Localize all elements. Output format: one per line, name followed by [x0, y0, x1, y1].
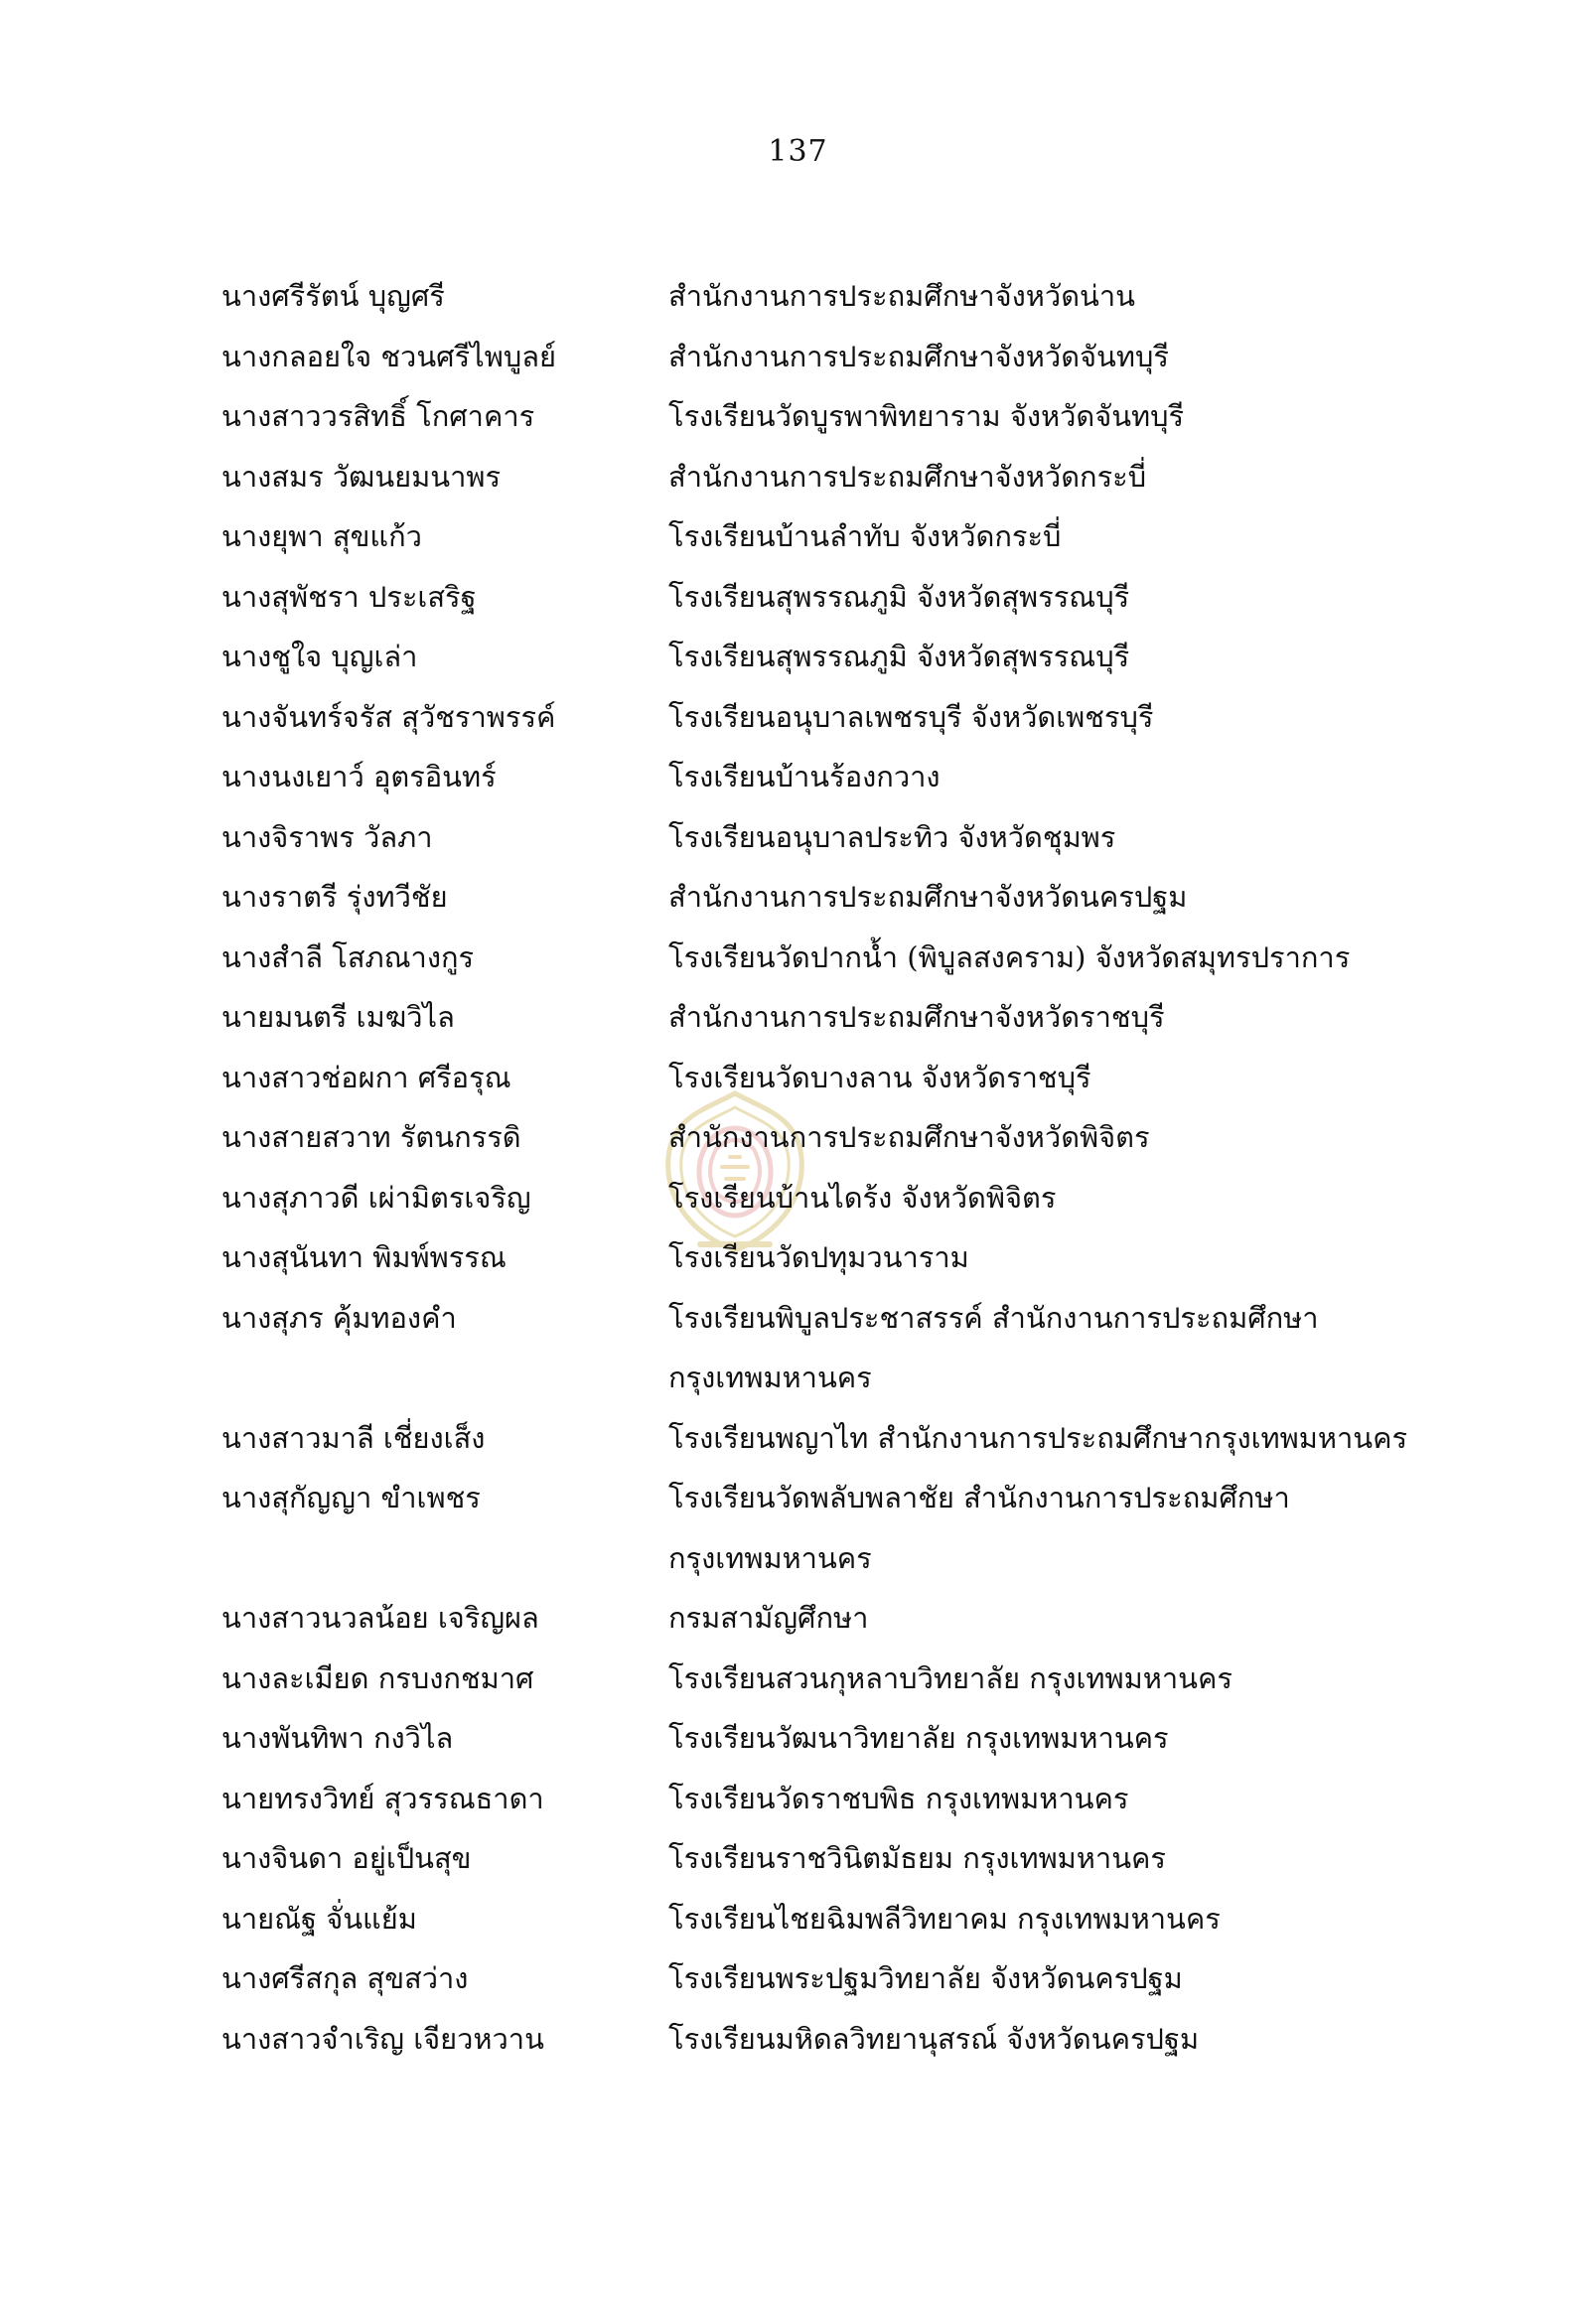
organization: [668, 1168, 1443, 1228]
organization-line: กรุงเทพมหานคร: [668, 1540, 872, 1575]
person-name: นางนงเยาว์ อุตรอินทร์: [221, 760, 497, 793]
person-name: นางศรีรัตน์ บุญศรี: [221, 279, 445, 313]
organization-line: สำนักงานการประถมศึกษาจังหวัดพิจิตร: [668, 1120, 1150, 1154]
organization-line: โรงเรียนวัดพลับพลาชัย สำนักงานการประถมศึกษา: [668, 1481, 1290, 1514]
list-item: [221, 1769, 1443, 1829]
organization-line: สำนักงานการประถมศึกษาจังหวัดราชบุรี: [668, 1000, 1165, 1034]
person-name: นายมนตรี เมฆวิไล: [221, 1000, 455, 1034]
organization: [668, 1227, 1443, 1288]
organization: [668, 327, 1443, 387]
organization: [668, 1889, 1443, 1949]
organization: [668, 1048, 1443, 1108]
person-name: นางละเมียด กรบงกชมาศ: [221, 1660, 534, 1695]
person-name: นางสาวนวลน้อย เจริญผล: [221, 1601, 539, 1635]
organization: [668, 2009, 1443, 2070]
list-item: [221, 987, 1443, 1048]
personnel-list: [221, 266, 1443, 2069]
list-item: [221, 567, 1443, 628]
organization: [668, 747, 1443, 807]
person-name: นางสำลี โสภณางกูร: [221, 939, 475, 974]
person-name: นางราตรี รุ่งทวีชัย: [221, 880, 448, 914]
organization-line: โรงเรียนสวนกุหลาบวิทยาลัย กรุงเทพมหานคร: [668, 1660, 1233, 1695]
list-item: [221, 506, 1443, 567]
person-name: นางจินดา อยู่เป็นสุข: [221, 1841, 472, 1875]
list-item: [221, 1828, 1443, 1889]
list-item: [221, 1168, 1443, 1228]
list-item: [221, 1227, 1443, 1288]
list-item: [221, 447, 1443, 507]
list-item: [221, 687, 1443, 748]
person-name: นางสุพัชรา ประเสริฐ: [221, 579, 477, 614]
person-name: นางพันทิพา กงวิไล: [221, 1721, 454, 1755]
person-name: นางสายสวาท รัตนกรรดิ: [221, 1120, 521, 1154]
list-item: [221, 386, 1443, 447]
organization-line: โรงเรียนไชยฉิมพลีวิทยาคม กรุงเทพมหานคร: [668, 1901, 1221, 1936]
organization: [668, 1649, 1443, 1709]
list-item: [221, 1889, 1443, 1949]
organization-line: โรงเรียนสุพรรณภูมิ จังหวัดสุพรรณบุรี: [668, 640, 1130, 673]
organization-line: โรงเรียนวัดปทุมวนาราม: [668, 1240, 969, 1274]
list-item: [221, 1468, 1443, 1588]
organization-line: โรงเรียนราชวินิตมัธยม กรุงเทพมหานคร: [668, 1841, 1167, 1875]
organization-line: โรงเรียนพิบูลประชาสรรค์ สำนักงานการประถมศึกษา: [668, 1300, 1319, 1335]
list-item: [221, 1649, 1443, 1709]
person-name: นายณัฐ จั่นแย้ม: [221, 1901, 417, 1936]
person-name: นางศรีสกุล สุขสว่าง: [221, 1961, 469, 1995]
person-name: นางสุกัญญา ขำเพชร: [221, 1481, 481, 1514]
list-item: [221, 1708, 1443, 1769]
organization-line: โรงเรียนวัดบูรพาพิทยาราม จังหวัดจันทบุรี: [668, 399, 1185, 433]
organization: [668, 386, 1443, 447]
organization: [668, 1107, 1443, 1168]
organization-line: สำนักงานการประถมศึกษาจังหวัดน่าน: [668, 279, 1135, 313]
list-item: [221, 1048, 1443, 1108]
person-name: นางสาวจำเริญ เจียวหวาน: [221, 2021, 544, 2056]
person-name: นางสาวช่อผกา ศรีอรุณ: [221, 1060, 511, 1094]
organization-line: สำนักงานการประถมศึกษาจังหวัดนครปฐม: [668, 880, 1188, 914]
list-item: [221, 266, 1443, 327]
organization: [668, 687, 1443, 748]
list-item: [221, 2009, 1443, 2070]
organization-line: สำนักงานการประถมศึกษาจังหวัดกระบี่: [668, 459, 1147, 494]
organization-line: โรงเรียนบ้านไดร้ง จังหวัดพิจิตร: [668, 1180, 1057, 1215]
list-item: [221, 1288, 1443, 1408]
organization: [668, 506, 1443, 567]
organization-line: โรงเรียนวัฒนาวิทยาลัย กรุงเทพมหานคร: [668, 1721, 1169, 1755]
organization: [668, 1408, 1443, 1469]
organization: [668, 1828, 1443, 1889]
person-name: นางสุภาวดี เผ่ามิตรเจริญ: [221, 1180, 531, 1215]
list-item: [221, 928, 1443, 988]
organization: [668, 867, 1443, 928]
organization: [668, 928, 1443, 988]
person-name: นางกลอยใจ ชวนศรีไพบูลย์: [221, 339, 557, 373]
list-item: [221, 1408, 1443, 1469]
organization: [668, 567, 1443, 628]
person-name: นางจิราพร วัลภา: [221, 819, 433, 854]
person-name: นางยุพา สุขแก้ว: [221, 519, 422, 553]
page-number: 137: [768, 134, 828, 169]
organization: [668, 1468, 1443, 1588]
organization-line: โรงเรียนสุพรรณภูมิ จังหวัดสุพรรณบุรี: [668, 579, 1130, 614]
organization: [668, 807, 1443, 868]
organization: [668, 627, 1443, 687]
list-item: [221, 807, 1443, 868]
organization: [668, 1948, 1443, 2009]
organization-line: โรงเรียนอนุบาลเพชรบุรี จังหวัดเพชรบุรี: [668, 699, 1154, 734]
organization: [668, 266, 1443, 327]
person-name: นางสุภร คุ้มทองคำ: [221, 1300, 457, 1335]
organization: [668, 1288, 1443, 1408]
person-name: นางจันทร์จรัส สุวัชราพรรค์: [221, 699, 556, 734]
list-item: [221, 327, 1443, 387]
organization-line: กรุงเทพมหานคร: [668, 1361, 872, 1394]
organization: [668, 447, 1443, 507]
person-name: นายทรงวิทย์ สุวรรณธาดา: [221, 1781, 544, 1815]
person-name: นางสุนันทา พิมพ์พรรณ: [221, 1240, 507, 1274]
organization-line: โรงเรียนอนุบาลประทิว จังหวัดชุมพร: [668, 819, 1116, 854]
list-item: [221, 1107, 1443, 1168]
list-item: [221, 867, 1443, 928]
list-item: [221, 1948, 1443, 2009]
list-item: [221, 627, 1443, 687]
list-item: [221, 747, 1443, 807]
organization-line: สำนักงานการประถมศึกษาจังหวัดจันทบุรี: [668, 339, 1169, 373]
organization-line: โรงเรียนบ้านร้องกวาง: [668, 760, 941, 793]
person-name: นางชูใจ บุญเล่า: [221, 640, 418, 673]
organization: [668, 987, 1443, 1048]
person-name: นางสาวมาลี เชี่ยงเส็ง: [221, 1420, 486, 1455]
organization-line: กรมสามัญศึกษา: [668, 1601, 869, 1635]
organization-line: โรงเรียนพระปฐมวิทยาลัย จังหวัดนครปฐม: [668, 1961, 1183, 1995]
organization-line: โรงเรียนพญาไท สำนักงานการประถมศึกษากรุงเทพมหานคร: [668, 1420, 1408, 1455]
list-item: [221, 1588, 1443, 1649]
organization: [668, 1769, 1443, 1829]
organization-line: โรงเรียนวัดปากน้ำ (พิบูลสงคราม) จังหวัดสมุทรปราการ: [668, 939, 1351, 974]
person-name: นางสาววรสิทธิ์ โกศาคาร: [221, 399, 535, 433]
organization-line: โรงเรียนบ้านลำทับ จังหวัดกระบี่: [668, 519, 1062, 553]
organization: [668, 1708, 1443, 1769]
organization: [668, 1588, 1443, 1649]
organization-line: โรงเรียนวัดราชบพิธ กรุงเทพมหานคร: [668, 1781, 1129, 1815]
organization-line: โรงเรียนมหิดลวิทยานุสรณ์ จังหวัดนครปฐม: [668, 2021, 1200, 2056]
person-name: นางสมร วัฒนยมนาพร: [221, 459, 502, 494]
organization-line: โรงเรียนวัดบางลาน จังหวัดราชบุรี: [668, 1060, 1091, 1094]
